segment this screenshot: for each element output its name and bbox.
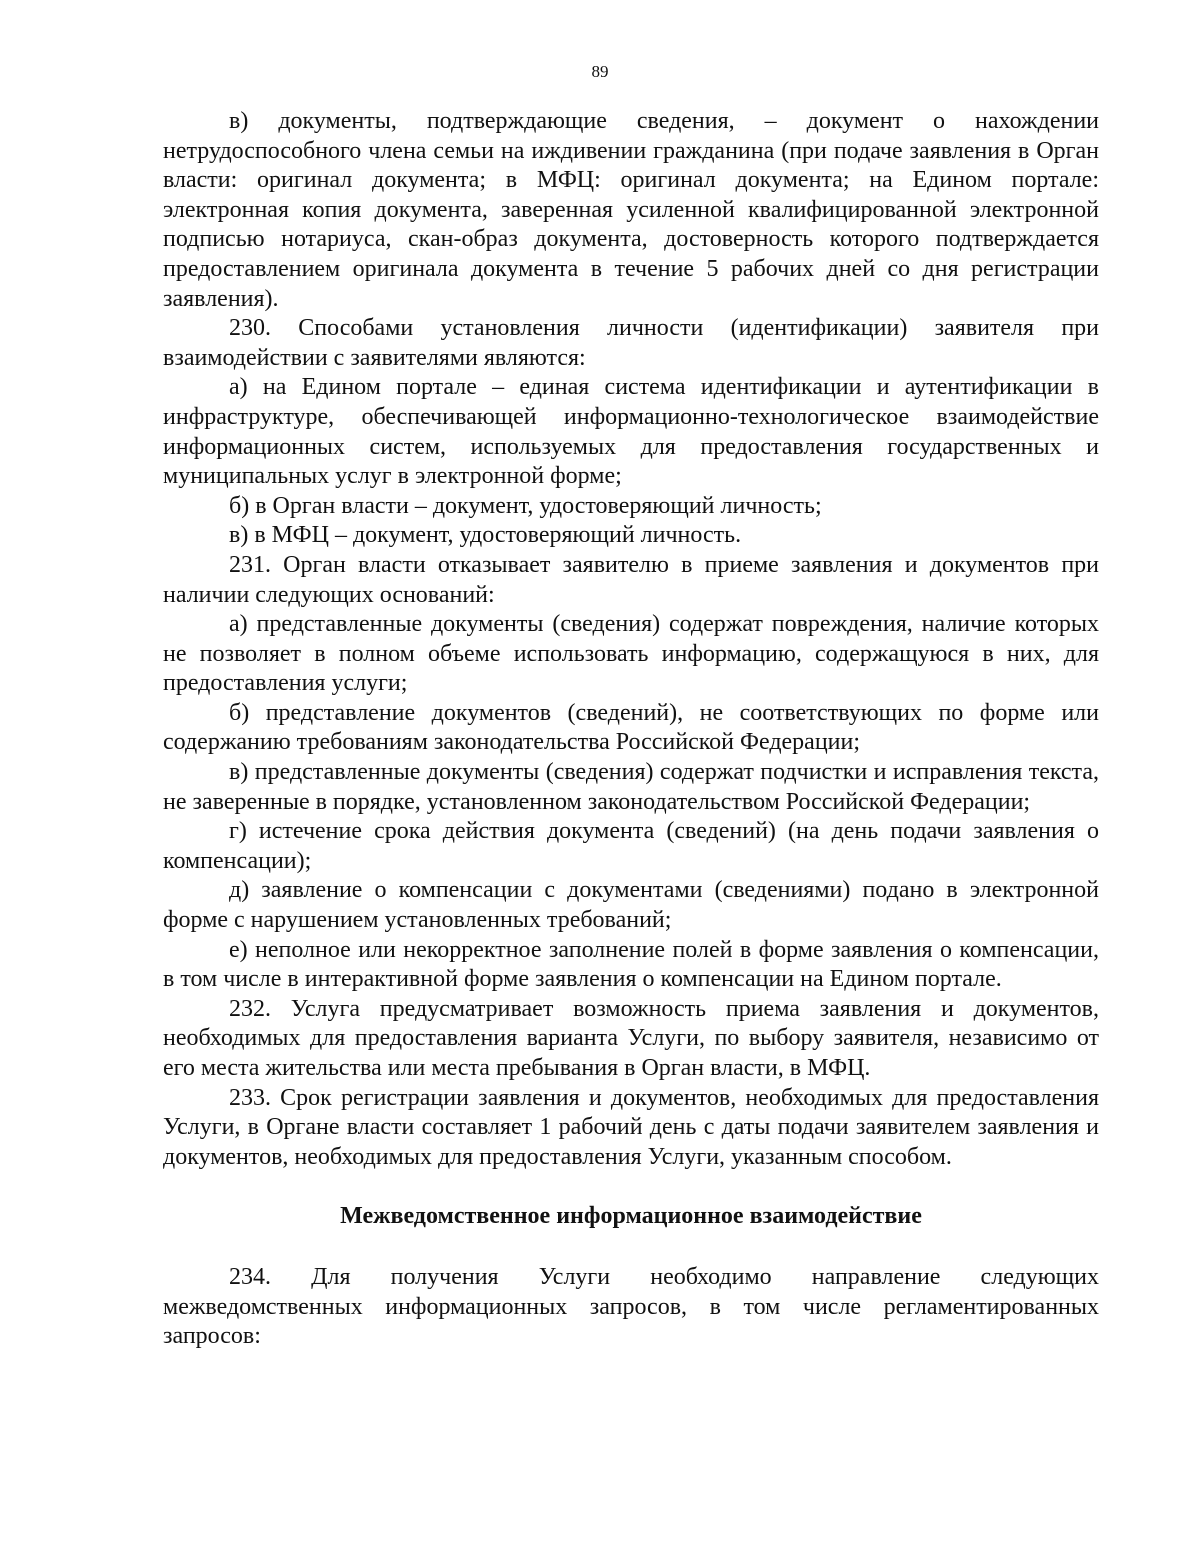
paragraph-231-d: д) заявление о компенсации с документами (сведениями) подано в электронной форме с нарушением установленных требований; (163, 877, 1099, 934)
paragraph-230-b: б) в Орган власти – документ, удостоверяющий личность; (229, 492, 822, 519)
paragraph-230: 230. Способами установления личности (идентификации) заявителя при взаимодействии с заявителями являются: (163, 315, 1099, 371)
paragraph-231-b: б) представление документов (сведений), не соответствующих по форме или содержанию требованиям законодательства Российской Федерации; (163, 699, 1099, 756)
paragraph-231: 231. Орган власти отказывает заявителю в приеме заявления и документов при наличии следующих оснований: (163, 551, 1099, 608)
paragraph-230-a: а) на Едином портале – единая система идентификации и аутентификации в инфраструктуре, обеспечивающей информационно-технологическое взаимодействие информационных систем, используемых для предоставления государственных и муниципальных услуг в электронной форме; (163, 374, 1099, 490)
section-heading: Межведомственное информационное взаимодействие (340, 1203, 922, 1230)
page-number: 89 (591, 62, 609, 81)
paragraph-230-v: в) в МФЦ – документ, удостоверяющий личность. (229, 522, 742, 549)
paragraph-229-v: в) документы, подтверждающие сведения, – документ о нахождении нетрудоспособного члена семьи на иждивении гражданина (при подаче заявления в Орган власти: оригинал документа; в МФЦ: оригинал документа; на Едином портале: электронная копия документа, заверенная усиленной квалифицированной электронной подписью нотариуса, скан-образ документа, достоверность которого подтверждается предоставлением оригинала документа в течение 5 рабочих дней со дня регистрации заявления). (163, 108, 1099, 312)
paragraph-231-a: а) представленные документы (сведения) содержат повреждения, наличие которых не позволяет в полном объеме использовать информацию, содержащуюся в них, для предоставления услуги; (163, 611, 1099, 697)
paragraph-231-g: г) истечение срока действия документа (сведений) (на день подачи заявления о компенсации); (163, 818, 1099, 874)
paragraph-233: 233. Срок регистрации заявления и документов, необходимых для предоставления Услуги, в Органе власти составляет 1 рабочий день с даты подачи заявителем заявления и документов, необходимых для предоставления Услуги, указанным способом. (163, 1084, 1099, 1170)
paragraph-231-v: в) представленные документы (сведения) содержат подчистки и исправления текста, не заверенные в порядке, установленном законодательством Российской Федерации; (163, 759, 1099, 815)
paragraph-231-e: е) неполное или некорректное заполнение полей в форме заявления о компенсации, в том числе в интерактивной форме заявления о компенсации на Едином портале. (163, 936, 1099, 993)
paragraph-234: 234. Для получения Услуги необходимо направление следующих межведомственных информационных запросов, в том числе регламентированных запросов: (163, 1263, 1099, 1350)
paragraph-232: 232. Услуга предусматривает возможность приема заявления и документов, необходимых для предоставления варианта Услуги, по выбору заявителя, независимо от его места жительства или места пребывания в Орган власти, в МФЦ. (163, 995, 1099, 1081)
document-body (163, 107, 1099, 1352)
